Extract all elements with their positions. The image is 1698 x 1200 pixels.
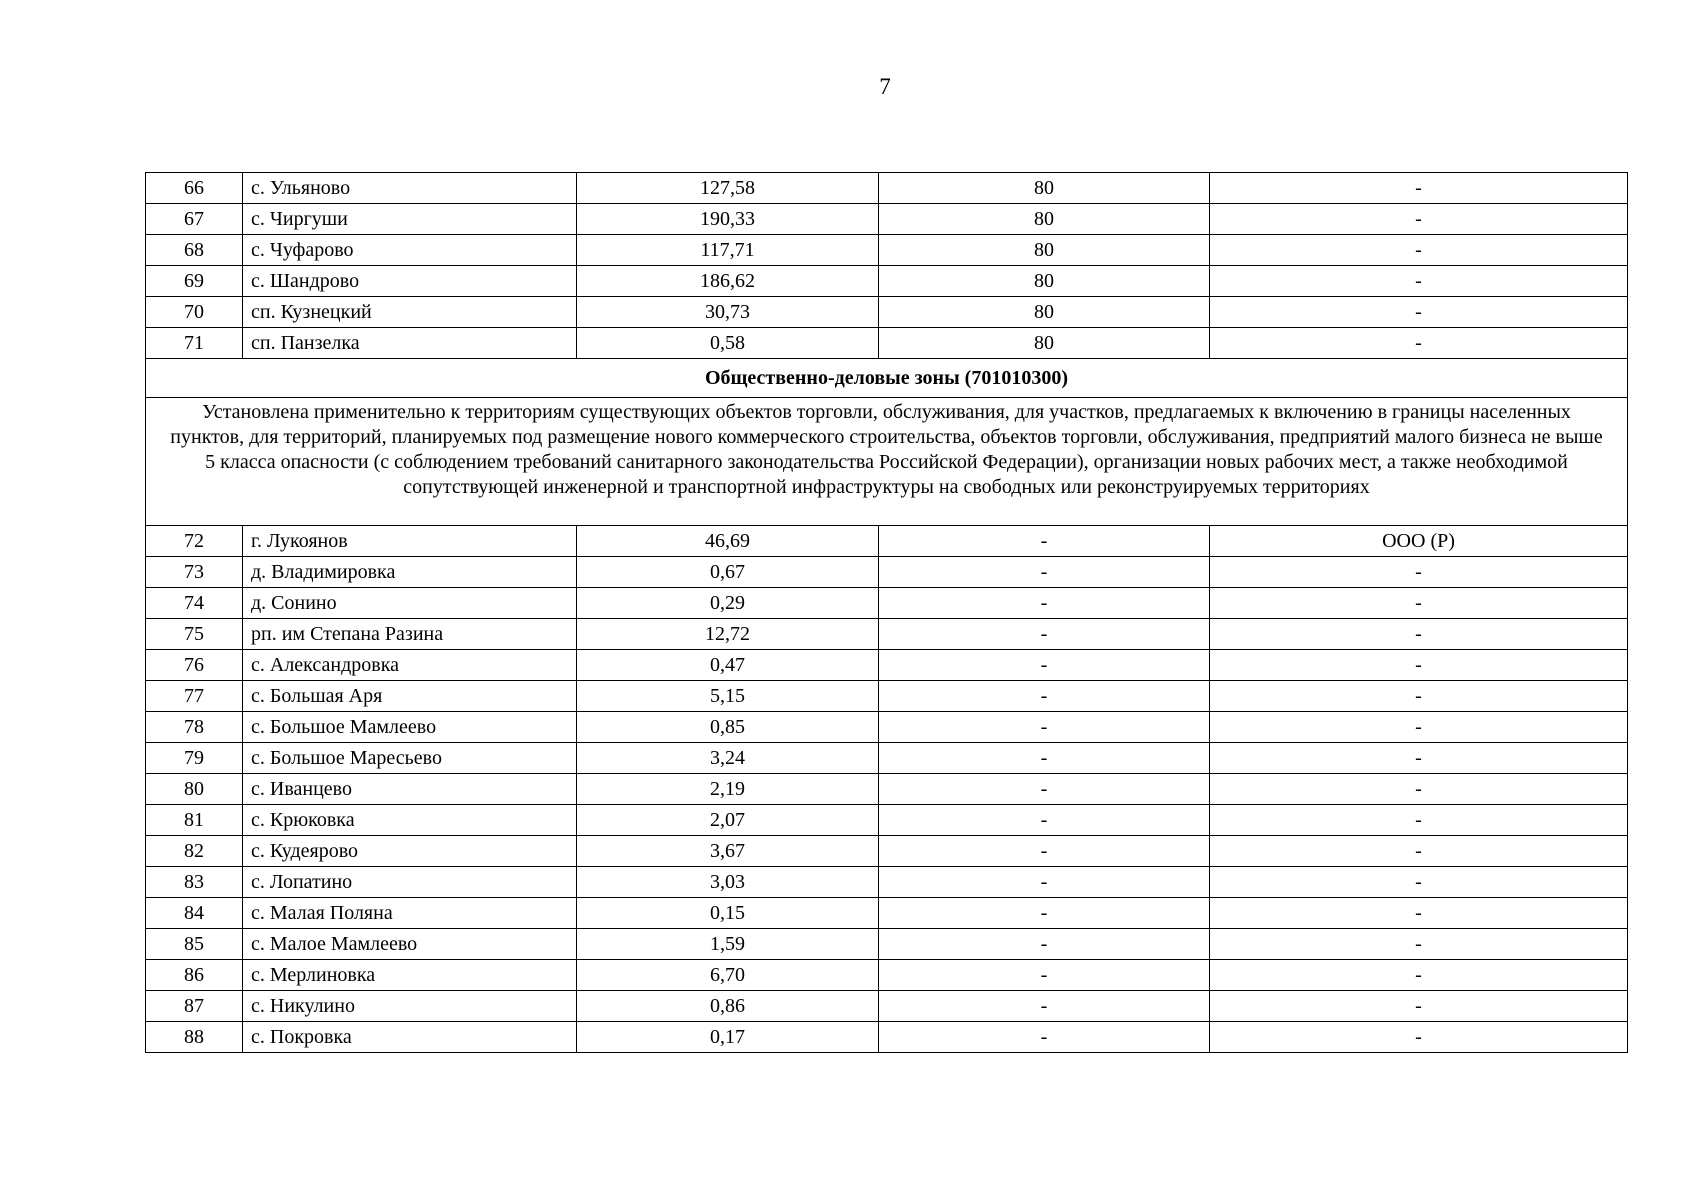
settlement-name: с. Чуфарово [243, 235, 577, 266]
row-number: 77 [146, 681, 243, 712]
row-number: 66 [146, 173, 243, 204]
column-4-value: 80 [879, 328, 1210, 359]
column-5-value: - [1210, 619, 1628, 650]
column-5-value: - [1210, 960, 1628, 991]
row-number: 84 [146, 898, 243, 929]
column-5-value: - [1210, 743, 1628, 774]
table-row [146, 681, 1628, 712]
table-row [146, 929, 1628, 960]
settlement-name: с. Шандрово [243, 266, 577, 297]
column-4-value: - [879, 929, 1210, 960]
column-5-value: - [1210, 204, 1628, 235]
row-number: 70 [146, 297, 243, 328]
settlement-name: с. Крюковка [243, 805, 577, 836]
area-value: 46,69 [577, 526, 879, 557]
table-row [146, 619, 1628, 650]
column-5-value: - [1210, 805, 1628, 836]
settlement-name: с. Большое Мамлеево [243, 712, 577, 743]
settlement-name: с. Большая Аря [243, 681, 577, 712]
area-value: 3,03 [577, 867, 879, 898]
table-row [146, 960, 1628, 991]
column-5-value: - [1210, 867, 1628, 898]
settlement-name: д. Владимировка [243, 557, 577, 588]
column-5-value: - [1210, 588, 1628, 619]
row-number: 83 [146, 867, 243, 898]
settlement-name: с. Малое Мамлеево [243, 929, 577, 960]
row-number: 80 [146, 774, 243, 805]
column-4-value: - [879, 898, 1210, 929]
table-row [146, 867, 1628, 898]
table-row [146, 712, 1628, 743]
area-value: 3,24 [577, 743, 879, 774]
row-number: 81 [146, 805, 243, 836]
settlement-name: с. Чиргуши [243, 204, 577, 235]
area-value: 3,67 [577, 836, 879, 867]
area-value: 1,59 [577, 929, 879, 960]
section-description-row [146, 398, 1628, 526]
area-value: 0,17 [577, 1022, 879, 1053]
column-4-value: - [879, 557, 1210, 588]
table-row [146, 328, 1628, 359]
settlement-name: с. Ульяново [243, 173, 577, 204]
column-4-value: - [879, 774, 1210, 805]
row-number: 69 [146, 266, 243, 297]
row-number: 78 [146, 712, 243, 743]
row-number: 73 [146, 557, 243, 588]
settlement-name: с. Александровка [243, 650, 577, 681]
settlement-name: с. Лопатино [243, 867, 577, 898]
column-4-value: - [879, 619, 1210, 650]
column-5-value: - [1210, 929, 1628, 960]
column-4-value: - [879, 526, 1210, 557]
table-row [146, 991, 1628, 1022]
area-value: 30,73 [577, 297, 879, 328]
column-4-value: - [879, 1022, 1210, 1053]
table-row [146, 774, 1628, 805]
column-5-value: - [1210, 836, 1628, 867]
area-value: 117,71 [577, 235, 879, 266]
settlement-name: д. Сонино [243, 588, 577, 619]
row-number: 75 [146, 619, 243, 650]
area-value: 2,07 [577, 805, 879, 836]
column-4-value: - [879, 588, 1210, 619]
row-number: 82 [146, 836, 243, 867]
table-row [146, 173, 1628, 204]
area-value: 0,85 [577, 712, 879, 743]
row-number: 72 [146, 526, 243, 557]
column-5-value: - [1210, 774, 1628, 805]
area-value: 0,15 [577, 898, 879, 929]
area-value: 0,29 [577, 588, 879, 619]
page-number: 7 [879, 74, 891, 99]
area-value: 12,72 [577, 619, 879, 650]
table-row [146, 1022, 1628, 1053]
area-value: 186,62 [577, 266, 879, 297]
row-number: 74 [146, 588, 243, 619]
column-4-value: 80 [879, 266, 1210, 297]
column-5-value: - [1210, 1022, 1628, 1053]
column-4-value: - [879, 805, 1210, 836]
column-5-value: - [1210, 173, 1628, 204]
table-row [146, 898, 1628, 929]
settlement-name: рп. им Степана Разина [243, 619, 577, 650]
zones-table [145, 172, 1628, 1053]
table-row [146, 557, 1628, 588]
row-number: 79 [146, 743, 243, 774]
row-number: 67 [146, 204, 243, 235]
column-5-value: - [1210, 898, 1628, 929]
column-5-value: - [1210, 297, 1628, 328]
row-number: 68 [146, 235, 243, 266]
settlement-name: с. Мерлиновка [243, 960, 577, 991]
settlement-name: с. Кудеярово [243, 836, 577, 867]
table-row [146, 805, 1628, 836]
table-row [146, 743, 1628, 774]
settlement-name: г. Лукоянов [243, 526, 577, 557]
column-4-value: 80 [879, 204, 1210, 235]
settlement-name: сп. Панзелка [243, 328, 577, 359]
column-4-value: 80 [879, 235, 1210, 266]
settlement-name: с. Покровка [243, 1022, 577, 1053]
area-value: 2,19 [577, 774, 879, 805]
column-4-value: - [879, 836, 1210, 867]
row-number: 87 [146, 991, 243, 1022]
section-description: Установлена применительно к территориям существующих объектов торговли, обслуживания, для участков, предлагаемых к включению в границы населенных пунктов, для территорий, планируемых под размещение нового коммерческого строительства, объектов торговли, обслуживания, предприятий малого бизнеса не выше 5 класса опасности (с соблюдением требований санитарного законодательства Российской Федерации), организации новых рабочих мест, а также необходимой сопутствующей инженерной и транспортной инфраструктуры на свободных или реконструируемых территориях [146, 398, 1628, 526]
column-4-value: 80 [879, 297, 1210, 328]
section-header-row [146, 359, 1628, 398]
column-5-value: - [1210, 650, 1628, 681]
settlement-name: с. Никулино [243, 991, 577, 1022]
column-5-value: - [1210, 235, 1628, 266]
area-value: 0,67 [577, 557, 879, 588]
area-value: 127,58 [577, 173, 879, 204]
column-4-value: - [879, 712, 1210, 743]
column-5-value: - [1210, 557, 1628, 588]
row-number: 76 [146, 650, 243, 681]
table-row [146, 297, 1628, 328]
column-5-value: - [1210, 991, 1628, 1022]
table-row [146, 526, 1628, 557]
row-number: 85 [146, 929, 243, 960]
column-4-value: - [879, 991, 1210, 1022]
column-4-value: - [879, 681, 1210, 712]
settlement-name: с. Большое Маресьево [243, 743, 577, 774]
table-body [146, 173, 1628, 1053]
row-number: 71 [146, 328, 243, 359]
column-5-value: - [1210, 712, 1628, 743]
column-5-value: ООО (Р) [1210, 526, 1628, 557]
column-5-value: - [1210, 328, 1628, 359]
table-row [146, 235, 1628, 266]
area-value: 0,47 [577, 650, 879, 681]
column-5-value: - [1210, 681, 1628, 712]
column-5-value: - [1210, 266, 1628, 297]
table-row [146, 588, 1628, 619]
row-number: 86 [146, 960, 243, 991]
column-4-value: 80 [879, 173, 1210, 204]
column-4-value: - [879, 743, 1210, 774]
column-4-value: - [879, 960, 1210, 991]
area-value: 0,58 [577, 328, 879, 359]
table-row [146, 650, 1628, 681]
area-value: 5,15 [577, 681, 879, 712]
settlement-name: сп. Кузнецкий [243, 297, 577, 328]
settlement-name: с. Иванцево [243, 774, 577, 805]
column-4-value: - [879, 650, 1210, 681]
area-value: 6,70 [577, 960, 879, 991]
area-value: 190,33 [577, 204, 879, 235]
settlement-name: с. Малая Поляна [243, 898, 577, 929]
table-row [146, 266, 1628, 297]
table-row [146, 836, 1628, 867]
column-4-value: - [879, 867, 1210, 898]
table-row [146, 204, 1628, 235]
row-number: 88 [146, 1022, 243, 1053]
area-value: 0,86 [577, 991, 879, 1022]
section-title: Общественно-деловые зоны (701010300) [146, 359, 1628, 398]
